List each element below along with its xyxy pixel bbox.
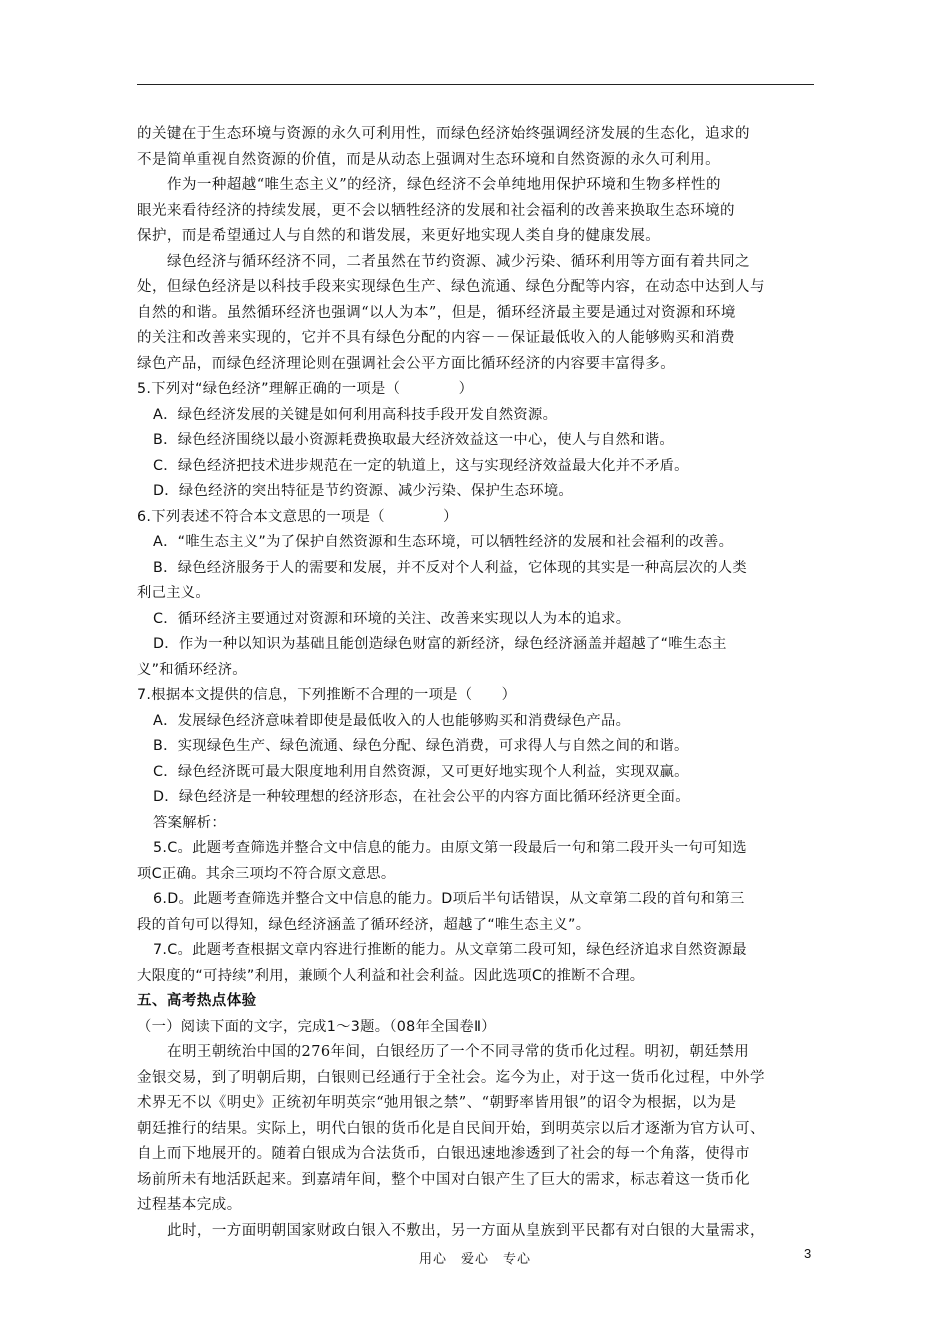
text-line: 的关注和改善来实现的，它并不具有绿色分配的内容－－保证最低收入的人能够购买和消费 — [137, 330, 735, 346]
text-line: 5.C。此题考查筛选并整合文中信息的能力。由原文第一段最后一句和第二段开头一句可知选 — [153, 840, 747, 856]
text-line: 五、高考热点体验 — [137, 993, 257, 1009]
text-line: 大限度的“可持续”利用，兼顾个人利益和社会利益。因此选项C的推断不合理。 — [137, 967, 645, 984]
text-line: A．发展绿色经济意味着即使是最低收入的人也能够购买和消费绿色产品。 — [153, 712, 631, 729]
text-line: B．绿色经济服务于人的需要和发展，并不反对个人利益，它体现的其实是一种高层次的人类 — [153, 559, 747, 576]
document-body — [137, 122, 814, 1244]
text-line: D．绿色经济是一种较理想的经济形态，在社会公平的内容方面比循环经济更全面。 — [153, 789, 690, 805]
text-line: C．循环经济主要通过对资源和环境的关注、改善来实现以人为本的追求。 — [153, 610, 631, 627]
text-line: 6.D。此题考查筛选并整合文中信息的能力。D项后半句话错误，从文章第二段的首句和第三 — [153, 891, 745, 907]
text-line: 5.下列对“绿色经济”理解正确的一项是（ ） — [137, 381, 474, 397]
text-line: C．绿色经济既可最大限度地利用自然资源，又可更好地实现个人利益，实现双赢。 — [153, 763, 689, 780]
text-line: 此时，一方面明朝国家财政白银入不敷出，另一方面从皇族到平民都有对白银的大量需求， — [167, 1222, 765, 1239]
text-line: 段的首句可以得知，绿色经济涵盖了循环经济，超越了“唯生态主义”。 — [137, 916, 591, 933]
text-line: 金银交易，到了明朝后期，白银则已经通行于全社会。迄今为止，对于这一货币化过程，中外学 — [137, 1069, 765, 1086]
text-line: 场前所未有地活跃起来。到嘉靖年间，整个中国对白银产生了巨大的需求，标志着这一货币化 — [137, 1171, 750, 1188]
text-line: 作为一种超越“唯生态主义”的经济，绿色经济不会单纯地用保护环境和生物多样性的 — [167, 177, 721, 193]
header-rule — [137, 84, 814, 85]
text-line: B．绿色经济围绕以最小资源耗费换取最大经济效益这一中心，使人与自然和谐。 — [153, 432, 674, 448]
text-line: 项C正确。其余三项均不符合原文意思。 — [137, 865, 396, 882]
text-line: 保护，而是希望通过人与自然的和谐发展，来更好地实现人类自身的健康发展。 — [137, 228, 661, 244]
text-line: 7.根据本文提供的信息，下列推断不合理的一项是（ ） — [137, 687, 517, 703]
text-line: 7.C。此题考查根据文章内容进行推断的能力。从文章第二段可知，绿色经济追求自然资源最 — [153, 942, 747, 958]
text-line: A．绿色经济发展的关键是如何利用高科技手段开发自然资源。 — [153, 406, 558, 423]
text-line: 朝廷推行的结果。实际上，明代白银的货币化是自民间开始，到明英宗以后才逐渐为官方认可、 — [137, 1120, 765, 1137]
text-line: B．实现绿色生产、绿色流通、绿色分配、绿色消费，可求得人与自然之间的和谐。 — [153, 738, 689, 754]
text-line: （一）阅读下面的文字，完成1～3题。（08年全国卷Ⅱ） — [137, 1018, 496, 1035]
text-line: C．绿色经济把技术进步规范在一定的轨道上，这与实现经济效益最大化并不矛盾。 — [153, 457, 689, 474]
page-number: 3 — [804, 1246, 812, 1261]
text-line: D．绿色经济的突出特征是节约资源、减少污染、保护生态环境。 — [153, 483, 574, 499]
text-line: 自然的和谐。虽然循环经济也强调“以人为本”，但是，循环经济最主要是通过对资源和环境 — [137, 304, 736, 321]
text-line: D．作为一种以知识为基础且能创造绿色财富的新经济，绿色经济涵盖并超越了“唯生态主 — [153, 636, 727, 652]
text-line: 术界无不以《明史》正统初年明英宗“弛用银之禁”、“朝野率皆用银”的诏令为根据，以为是 — [137, 1095, 737, 1111]
text-line: 义”和循环经济。 — [137, 661, 247, 678]
text-line: 的关键在于生态环境与资源的永久可利用性，而绿色经济始终强调经济发展的生态化，追求的 — [137, 126, 750, 142]
text-line: 处，但绿色经济是以科技手段来实现绿色生产、绿色流通、绿色分配等内容，在动态中达到人与 — [137, 279, 765, 295]
text-line: 答案解析： — [153, 814, 226, 831]
text-line: 在明王朝统治中国的276年间，白银经历了一个不同寻常的货币化过程。明初，朝廷禁用 — [167, 1044, 750, 1060]
text-line: 眼光来看待经济的持续发展，更不会以牺牲经济的发展和社会福利的改善来换取生态环境的 — [137, 202, 735, 219]
text-line: 绿色产品，而绿色经济理论则在强调社会公平方面比循环经济的内容要丰富得多。 — [137, 355, 676, 372]
text-line: 绿色经济与循环经济不同，二者虽然在节约资源、减少污染、循环利用等方面有着共同之 — [167, 253, 751, 270]
text-line: A．“唯生态主义”为了保护自然资源和生态环境，可以牺牲经济的发展和社会福利的改善。 — [153, 534, 734, 550]
text-line: 利己主义。 — [137, 585, 210, 601]
text-line: 过程基本完成。 — [137, 1197, 242, 1213]
text-line: 不是简单重视自然资源的价值，而是从动态上强调对生态环境和自然资源的永久可利用。 — [137, 151, 721, 168]
text-line: 6.下列表述不符合本文意思的一项是（ ） — [137, 508, 458, 525]
text-line: 自上而下地展开的。随着白银成为合法货币，白银迅速地渗透到了社会的每一个角落，使得市 — [137, 1146, 750, 1162]
page-footer: 用心 爱心 专心 — [418, 1252, 531, 1267]
